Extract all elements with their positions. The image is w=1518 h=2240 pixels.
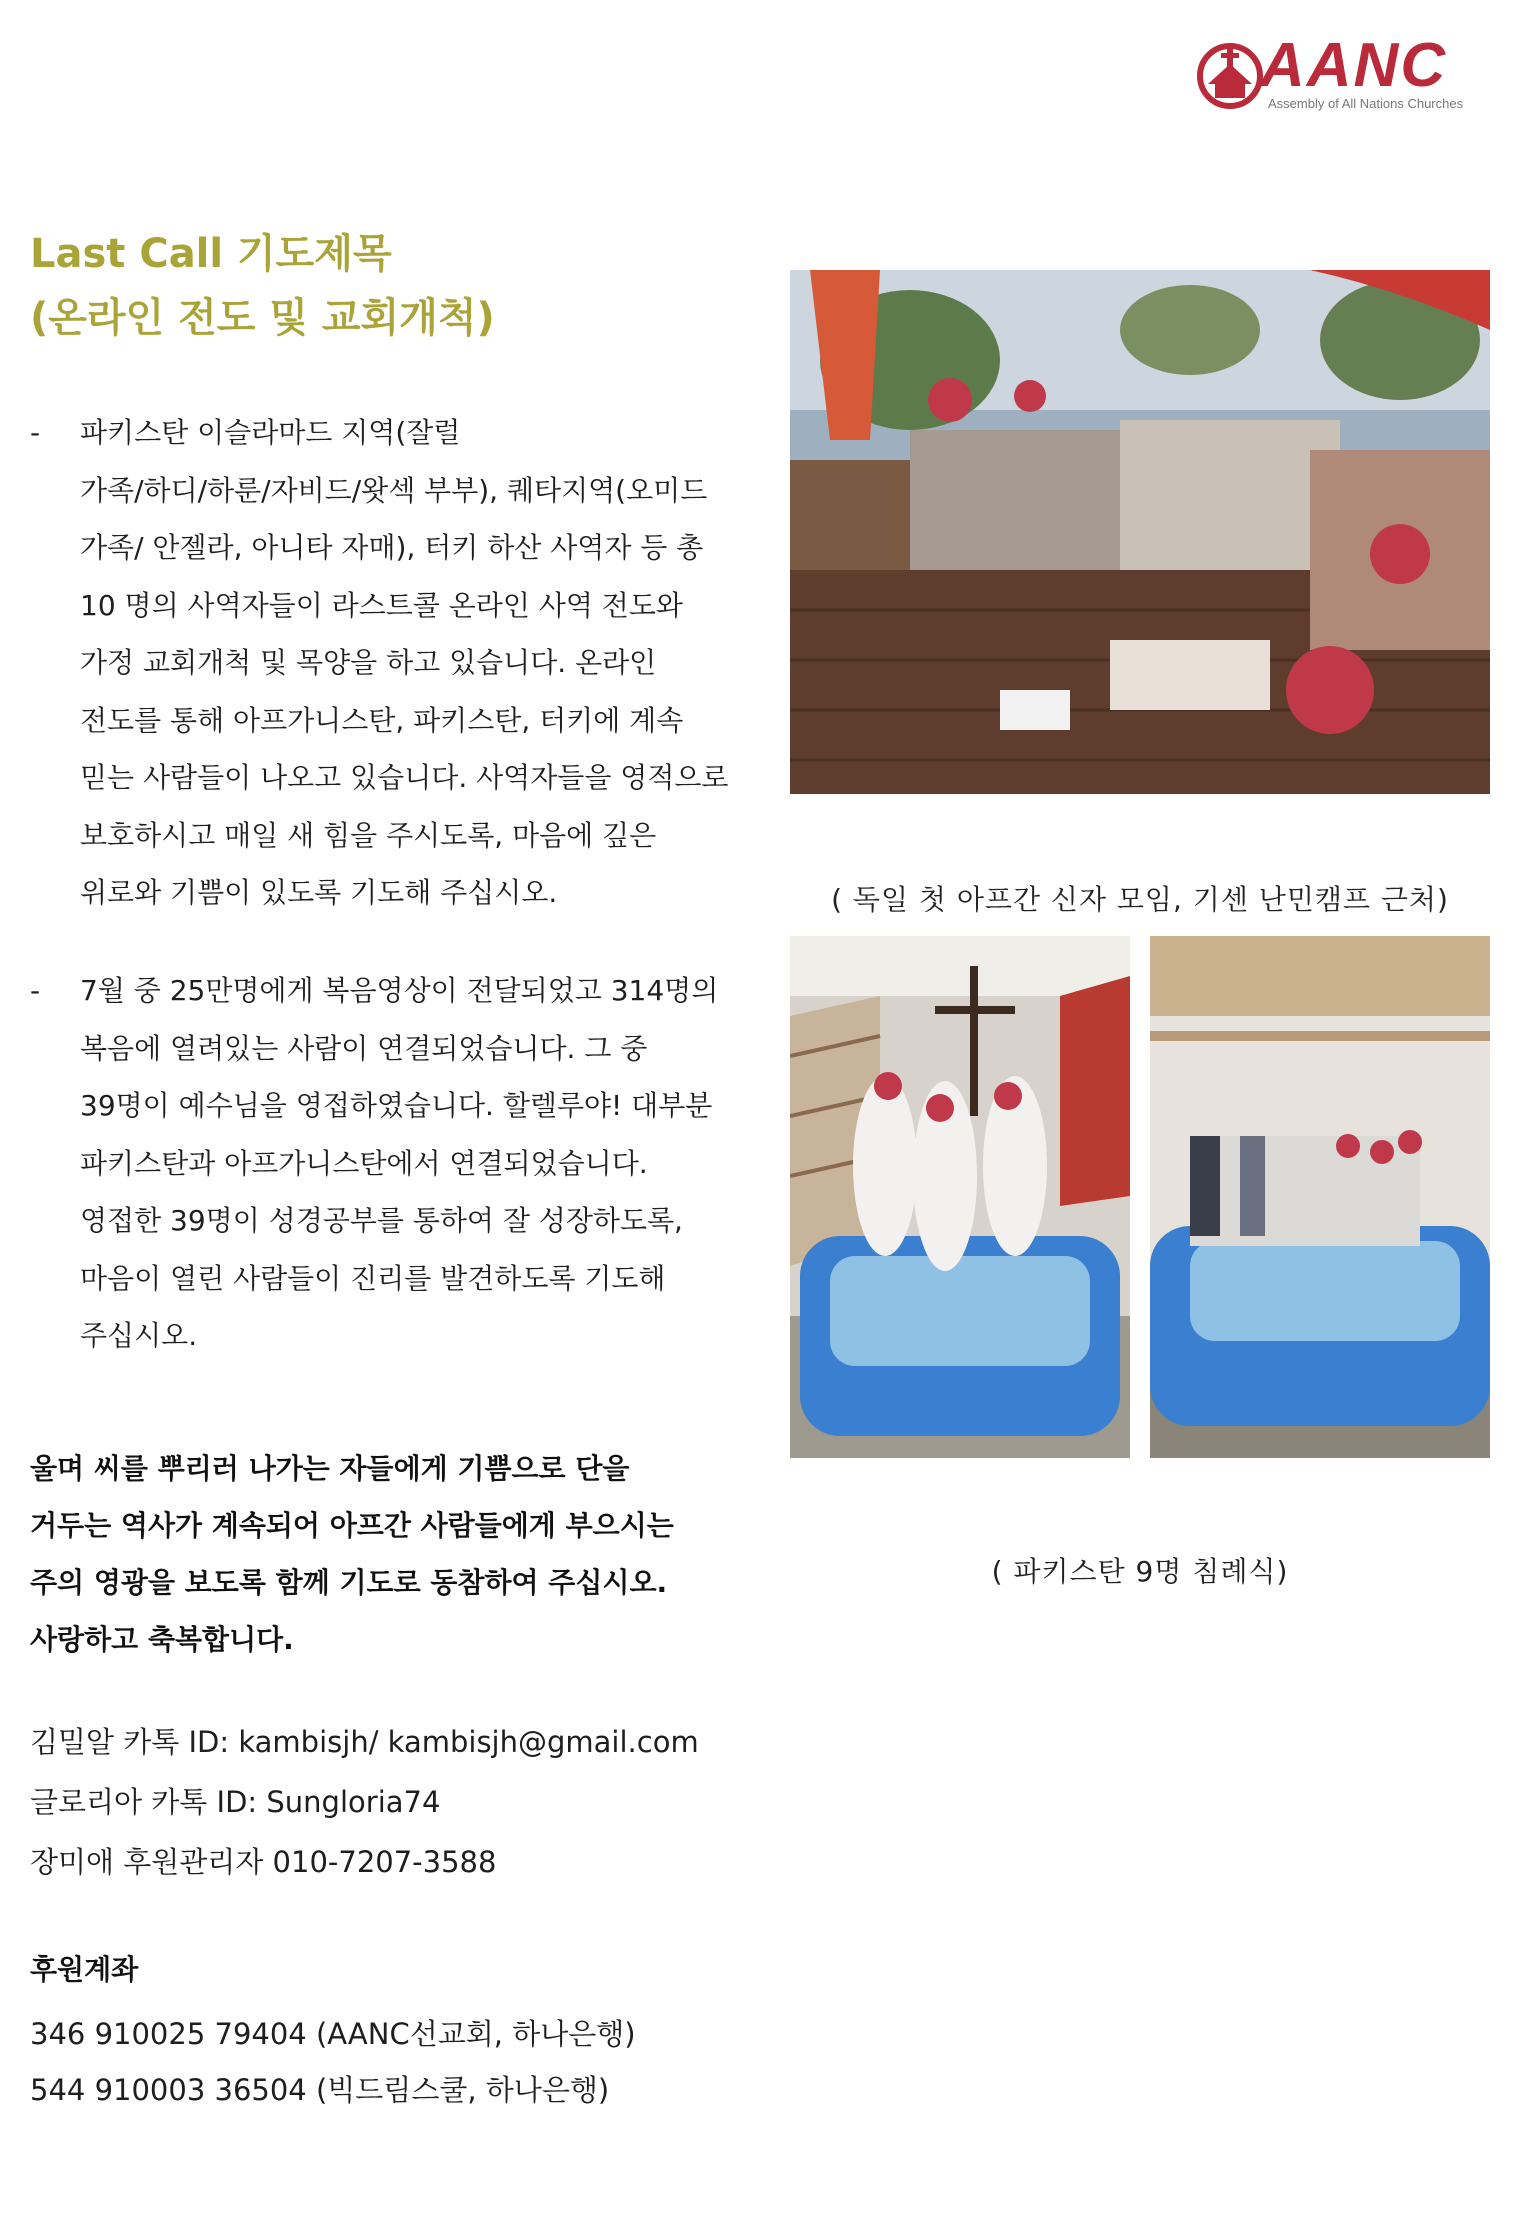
account-line: 346 910025 79404 (AANC선교회, 하나은행): [30, 2017, 636, 2051]
bullet-dash: -: [30, 416, 41, 449]
text-line: 위로와 기쁨이 있도록 기도해 주십시오.: [80, 876, 558, 909]
prayer-item-2: [30, 962, 750, 1372]
closing-paragraph: [30, 1440, 770, 1668]
closing-line: 거두는 역사가 계속되어 아프간 사람들에게 부으시는: [30, 1509, 674, 1542]
text-line: 가족/하디/하룬/자비드/왓섹 부부), 퀘타지역(오미드: [80, 473, 708, 507]
text-line: 파키스탄과 아프가니스탄에서 연결되었습니다.: [80, 1146, 648, 1180]
title-line-2: (온라인 전도 및 교회개척): [30, 295, 495, 341]
text-line: 가족/ 안젤라, 아니타 자매), 터키 하산 사역자 등 총: [80, 531, 704, 564]
photo-2-caption: ( 파키스탄 9명 침례식): [991, 1555, 1289, 1588]
account-line: 544 910003 36504 (빅드림스쿨, 하나은행): [30, 2073, 610, 2107]
prayer-item-2-text: [80, 962, 780, 1365]
text-line: 10 명의 사역자들이 라스트콜 온라인 사역 전도와: [80, 588, 683, 622]
bullet-dash: -: [30, 974, 41, 1007]
donation-account-title: 후원계좌: [30, 1953, 139, 1986]
photo-baptism-left: [790, 936, 1130, 1458]
prayer-item-1-text: [80, 404, 780, 922]
title-line-1: Last Call 기도제목: [30, 231, 392, 277]
page-title: [30, 222, 750, 350]
text-line: 전도를 통해 아프가니스탄, 파키스탄, 터키에 계속: [80, 703, 684, 737]
text-line: 영접한 39명이 성경공부를 통하여 잘 성장하도록,: [80, 1204, 683, 1237]
text-line: 주십시오.: [80, 1319, 198, 1352]
text-line: 39명이 예수님을 영접하였습니다. 할렐루야! 대부분: [80, 1089, 713, 1122]
prayer-item-1: [30, 404, 750, 924]
text-line: 복음에 열려있는 사람이 연결되었습니다. 그 중: [80, 1031, 648, 1065]
photo-baptism-right: [1150, 936, 1490, 1458]
text-line: 믿는 사람들이 나오고 있습니다. 사역자들을 영적으로: [80, 761, 729, 794]
contact-line: 장미애 후원관리자 010-7207-3588: [30, 1845, 497, 1879]
church-logo-icon: [1196, 40, 1266, 110]
contact-line: 글로리아 카톡 ID: Sungloria74: [30, 1785, 441, 1819]
closing-line: 사랑하고 축복합니다.: [30, 1623, 294, 1656]
text-line: 마음이 열린 사람들이 진리를 발견하도록 기도해: [80, 1261, 666, 1295]
text-line: 보호하시고 매일 새 힘을 주시도록, 마음에 깊은: [80, 818, 657, 852]
closing-line: 주의 영광을 보도록 함께 기도로 동참하여 주십시오.: [30, 1566, 668, 1599]
logo-tagline: Assembly of All Nations Churches: [1268, 96, 1464, 111]
donation-accounts: [30, 2006, 770, 2118]
photo-afghan-believers-meeting: [790, 270, 1490, 794]
contact-line: 김밀알 카톡 ID: kambisjh/ kambisjh@gmail.com: [30, 1725, 699, 1759]
photo-1-caption: ( 독일 첫 아프간 신자 모임, 기센 난민캠프 근처): [831, 883, 1449, 916]
text-line: 가정 교회개척 및 목양을 하고 있습니다. 온라인: [80, 646, 657, 679]
text-line: 파키스탄 이슬라마드 지역(잘럴: [80, 416, 461, 449]
text-line: 7월 중 25만명에게 복음영상이 전달되었고 314명의: [80, 974, 719, 1007]
contact-info: [30, 1712, 770, 1892]
aanc-logo: [1196, 31, 1496, 116]
logo-wordmark: AANC: [1260, 31, 1448, 100]
closing-line: 울며 씨를 뿌리러 나가는 자들에게 기쁨으로 단을: [30, 1452, 630, 1485]
